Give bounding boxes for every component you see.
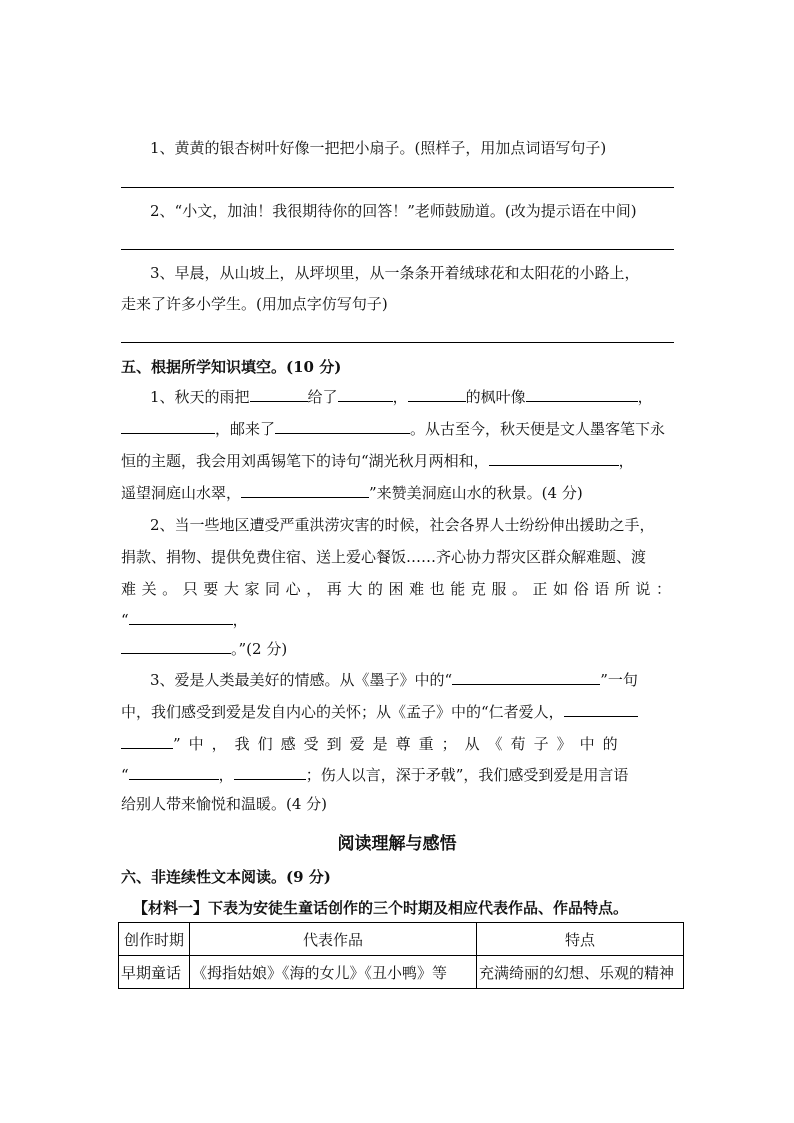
q5-s2-text: “ (121, 611, 129, 629)
q5-s1-text: ， (637, 388, 653, 406)
q5-s1-text: 1、秋天的雨把 (150, 388, 250, 406)
q5-s3-line-3 (121, 733, 674, 755)
table-cell: 充满绮丽的幻想、乐观的精神 (477, 956, 684, 989)
q5-s3-text: 3、爱是人类最美好的情感。从《墨子》中的“ (150, 671, 453, 689)
fill-blank[interactable] (234, 764, 306, 780)
q5-s2-text: 。”(2 分) (231, 640, 288, 658)
q5-s2-line-3: 难关。只要大家同心，再大的困难也能克服。正如俗语所说： (121, 580, 674, 598)
q5-s1-text: 遥望洞庭山水翠， (121, 484, 242, 502)
fill-blank[interactable] (564, 701, 638, 717)
q5-s2-line-1: 2、当一些地区遭受严重洪涝灾害的时候，社会各界人士纷纷伸出援助之手， (150, 516, 655, 534)
table-header-row (119, 923, 684, 956)
q4-item-3-line-2: 走来了许多小学生。(用加点字仿写句子) (121, 295, 388, 313)
q4-item-2: 2、“小文，加油！我很期待你的回答！”老师鼓励道。(改为提示语在中间) (150, 202, 637, 220)
table-cell: 《拇指姑娘》《海的女儿》《丑小鸭》等 (190, 956, 477, 989)
fill-blank[interactable] (489, 450, 619, 466)
q4-item-3-line-1: 3、早晨，从山坡上，从坪坝里，从一条条开着绒球花和太阳花的小路上， (150, 264, 640, 282)
q5-s3-text: “ (121, 766, 129, 784)
table-header-cell: 创作时期 (119, 923, 190, 956)
fill-blank[interactable] (250, 386, 308, 402)
fill-blank[interactable] (408, 386, 466, 402)
q5-s1-line-3 (121, 450, 674, 472)
q5-s1-line-1 (150, 386, 674, 408)
fill-blank[interactable] (121, 418, 215, 434)
q5-s2-text: ， (232, 611, 248, 629)
answer-line-1 (121, 187, 674, 188)
q5-s1-text: ”来赞美洞庭山水的秋景。(4 分) (369, 484, 583, 502)
q5-s1-text: ， (618, 452, 634, 470)
answer-line-3 (121, 342, 674, 343)
q5-s1-line-4 (121, 482, 674, 504)
q5-s2-line-4 (121, 609, 674, 631)
fill-blank[interactable] (129, 764, 219, 780)
q4-item-1: 1、黄黄的银杏树叶好像一把把小扇子。(照样子，用加点词语写句子) (150, 139, 607, 157)
q5-s1-text: 给了 (307, 388, 338, 406)
table-cell: 早期童话 (119, 956, 190, 989)
q5-s3-text: ；伤人以言，深于矛戟”，我们感受到爱是用言语 (305, 766, 629, 784)
q5-s2-line-2: 捐款、捐物、提供免费住宿、送上爱心餐饭……齐心协力帮灾区群众解难题、渡 (121, 548, 647, 566)
fill-blank[interactable] (241, 482, 369, 498)
q5-s3-line-1 (150, 669, 674, 691)
q5-s3-text: 中，我们感受到爱是发自内心的关怀；从《孟子》中的“仁者爱人， (121, 703, 564, 721)
q5-s3-line-5: 给别人带来愉悦和温暖。(4 分) (121, 795, 328, 813)
fill-blank[interactable] (275, 418, 410, 434)
table-row (119, 956, 684, 989)
fill-blank[interactable] (129, 609, 233, 625)
q6-heading: 六、非连续性文本阅读。(9 分) (121, 868, 331, 886)
section-title: 阅读理解与感悟 (337, 834, 457, 854)
q5-s1-text: 。从古至今，秋天便是文人墨客笔下永 (410, 420, 666, 438)
fill-blank[interactable] (121, 638, 231, 654)
table-header-cell: 特点 (477, 923, 684, 956)
answer-line-2 (121, 249, 674, 250)
q5-s2-line-5 (121, 638, 674, 660)
fill-blank[interactable] (452, 669, 600, 685)
table-header-cell: 代表作品 (190, 923, 477, 956)
q5-s1-text: 恒的主题，我会用刘禹锡笔下的诗句“湖光秋月两相和， (121, 452, 489, 470)
fill-blank[interactable] (526, 386, 638, 402)
q5-s1-line-2 (121, 418, 674, 440)
q5-s3-line-4 (121, 764, 674, 786)
q5-s1-text: ， (392, 388, 408, 406)
q5-s3-text: ”中，我们感受到爱是尊重；从《荀子》中的 (173, 735, 626, 753)
fill-blank[interactable] (338, 386, 393, 402)
q5-heading: 五、根据所学知识填空。(10 分) (121, 358, 342, 376)
q5-s1-text: 的枫叶像 (465, 388, 526, 406)
q5-s3-text: ”一句 (600, 671, 638, 689)
q5-s3-line-2 (121, 701, 674, 723)
works-table (118, 922, 684, 989)
fill-blank[interactable] (121, 733, 173, 749)
material-1-intro: 【材料一】下表为安徒生童话创作的三个时期及相应代表作品、作品特点。 (133, 899, 629, 917)
q5-s1-text: ，邮来了 (215, 420, 276, 438)
q5-s3-text: ， (218, 766, 234, 784)
